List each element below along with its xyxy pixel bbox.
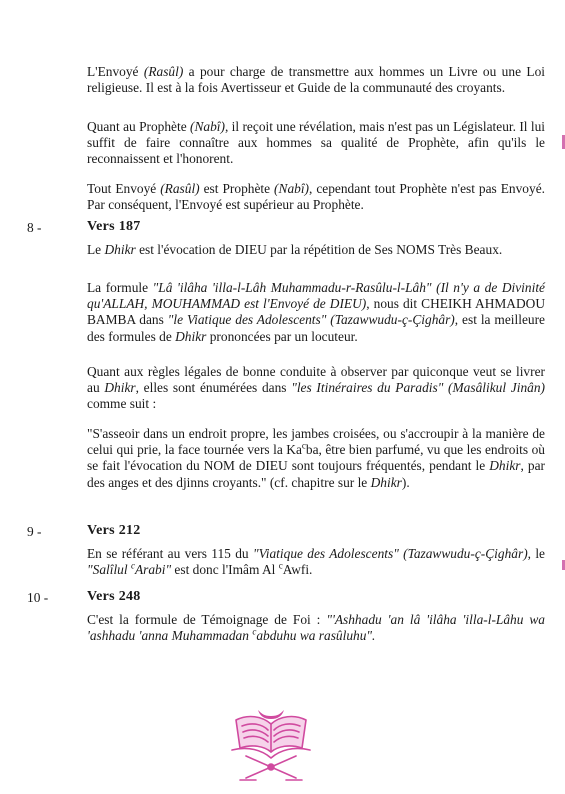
section-heading-10: Vers 248 [87,589,141,604]
paragraph-dhikr-rules: Quant aux règles légales de bonne conduite à observer par quiconque veut se livrer au Dhikr, elles sont énumérées dans "les Itinéraires du Paradis" (Masâlikul Jinân) comme suit : [87,364,545,412]
section-heading-8: Vers 187 [87,219,141,234]
paragraph-dhikr-definition: Le Dhikr est l'évocation de DIEU par la répétition de Ses NOMS Très Beaux. [87,242,503,257]
paragraph-envoye: L'Envoyé (Rasûl) a pour charge de transmettre aux hommes un Livre ou une Loi religieuse. Il est à la fois Avertisseur et Guide de la communauté des croyants. [87,64,545,96]
paragraph-prophete: Quant au Prophète (Nabî), il reçoit une révélation, mais n'est pas un Législateur. Il lui suffit de faire connaître aux hommes sa qualité de Prophète, afin qu'ils le reconnaissent et l'honorent. [87,119,545,167]
open-quran-on-stand-icon [228,706,314,786]
section-number-9: 9 - [27,524,42,539]
paragraph-viatique: En se référant au vers 115 du "Viatique des Adolescents" (Tazawwudu-ç-Çighâr), le "Salîlul $^c$Arabi" est donc l'Imâm Al $^c$Awfi. [87,546,546,578]
section-number-10: 10 - [27,590,49,605]
section-heading-9: Vers 212 [87,523,141,538]
paragraph-temoignage: C'est la formule de Témoignage de Foi : "'Ashhadu 'an lâ 'ilâha 'illa-l-Lâhu wa 'ashhadu 'anna Muhammadan $^c$abduhu wa rasûluhu". [87,612,545,644]
section-number-8: 8 - [27,220,42,235]
paragraph-dhikr-quote: "S'asseoir dans un endroit propre, les jambes croisées, ou s'accroupir à la manière de celui qui prie, la face tournée vers la Ka$^c$ba, être bien parfumé, vu que les endroits où se fait l'évocation du NOM de DIEU sont toujours fréquentés, pendant le Dhikr, par des anges et des djinns croyants." (cf. chapitre sur le Dhikr). [87,426,545,490]
paragraph-comparison: Tout Envoyé (Rasûl) est Prophète (Nabî), cependant tout Prophète n'est pas Envoyé. Par conséquent, l'Envoyé est supérieur au Prophète. [87,181,545,213]
paragraph-dhikr-formula: La formule "Lâ 'ilâha 'illa-l-Lâh Muhammadu-r-Rasûlu-l-Lâh" (Il n'y a de Divinité qu'ALLAH, MOUHAMMAD est l'Envoyé de DIEU), nous dit CHEIKH AHMADOU BAMBA dans "le Viatique des Adolescents" (Tazawwudu-ç-Çighâr), est la meilleure des formules de Dhikr prononcées par un locuteur. [87,280,545,344]
